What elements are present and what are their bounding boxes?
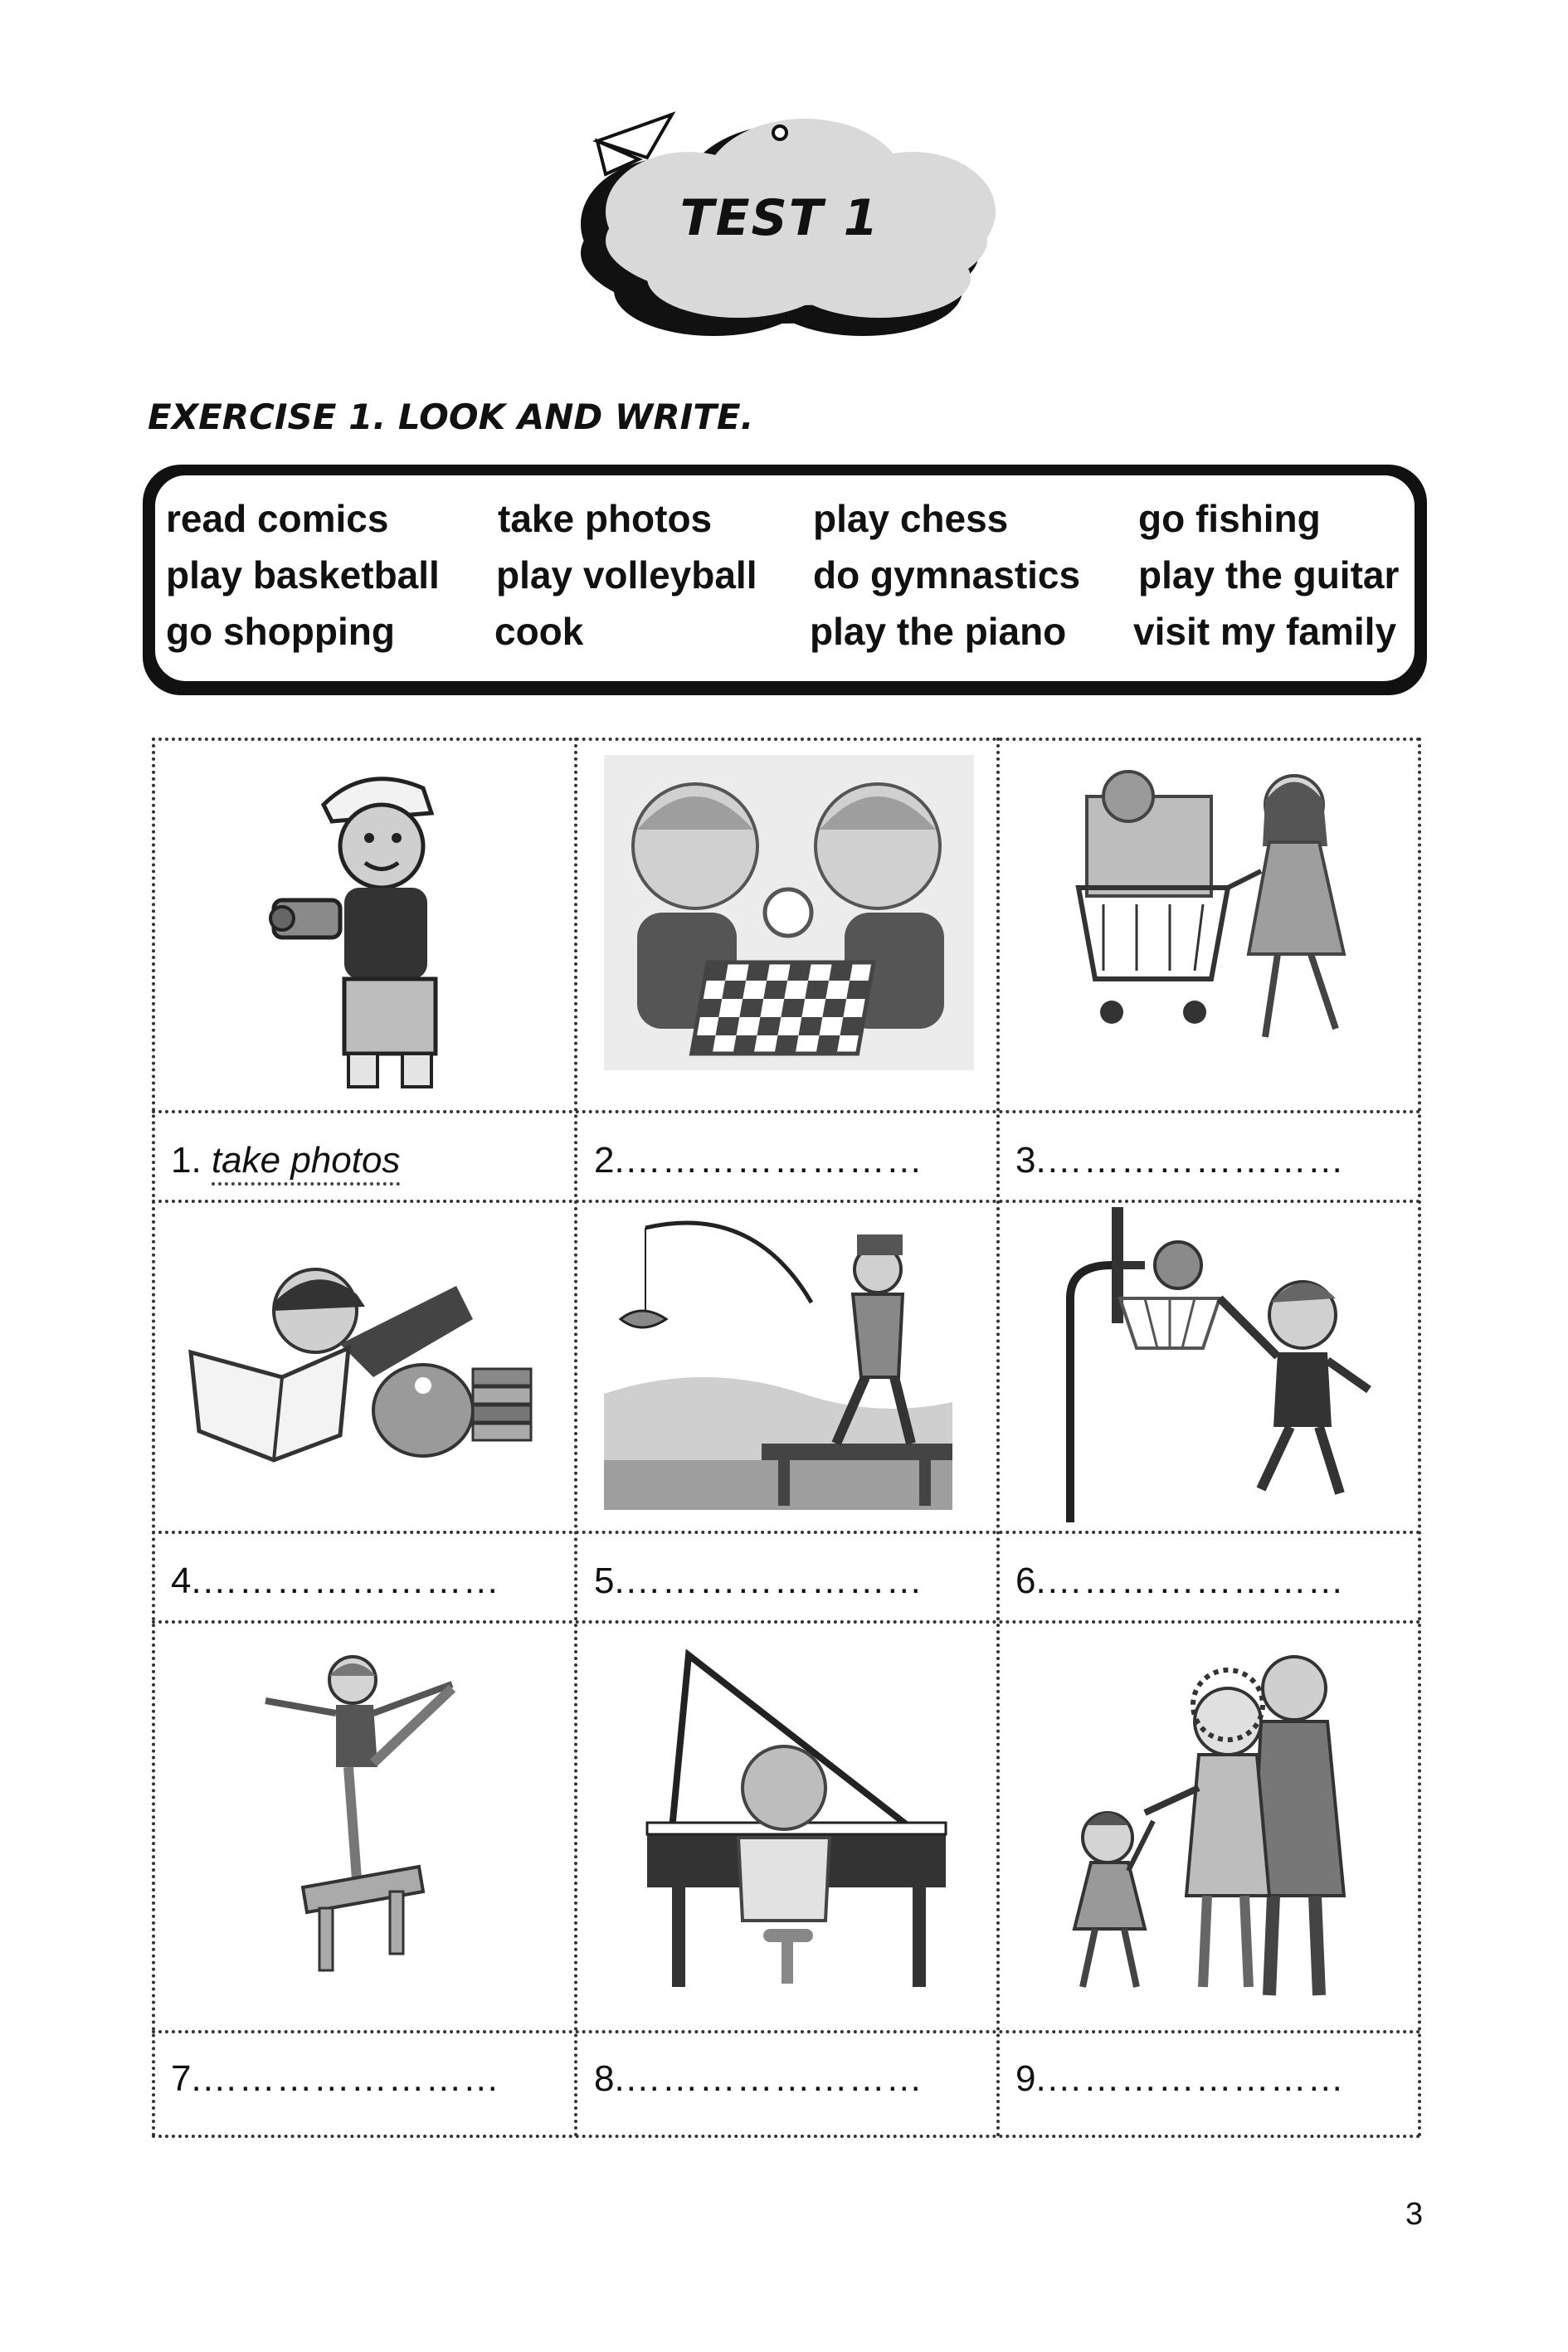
- word-bank-item: take photos: [498, 497, 713, 540]
- grid-divider: [152, 1110, 1421, 1113]
- picture-boy-reading-comics: [174, 1253, 539, 1468]
- item-number: 1.: [171, 1140, 202, 1181]
- item-number: 9.: [1015, 2058, 1046, 2099]
- answer-line-4[interactable]: [171, 1561, 500, 1602]
- item-number: 7.: [171, 2058, 202, 2099]
- picture-boy-playing-basketball: [1054, 1207, 1377, 1522]
- answer-line-6[interactable]: [1015, 1561, 1345, 1602]
- answer-blank: ……………………: [201, 2058, 500, 2099]
- item-number: 4.: [171, 1561, 202, 1601]
- word-bank-item: play volleyball: [496, 553, 757, 597]
- picture-man-fishing: [604, 1211, 952, 1510]
- answer-blank: ……………………: [624, 1561, 923, 1601]
- answer-blank: ……………………: [1045, 1140, 1345, 1181]
- grid-divider: [152, 2030, 1421, 2033]
- book-reading-icon: [174, 1253, 539, 1468]
- word-bank-item: visit my family: [1133, 610, 1397, 653]
- example-answer: take photos: [212, 1140, 401, 1186]
- picture-girl-with-shopping-cart: [1070, 763, 1369, 1054]
- grid-divider: [152, 1531, 1421, 1534]
- answer-blank: ……………………: [1045, 1561, 1345, 1601]
- test-title: TEST 1: [679, 189, 880, 247]
- word-bank-item: cook: [494, 610, 584, 653]
- answer-line-9[interactable]: [1015, 2058, 1345, 2100]
- word-bank-item: go fishing: [1138, 497, 1321, 540]
- answer-line-8[interactable]: [594, 2058, 923, 2100]
- word-bank-item: play basketball: [166, 553, 440, 597]
- word-bank-item: go shopping: [166, 610, 395, 653]
- grid-divider: [152, 1620, 1421, 1624]
- answer-line-3[interactable]: [1015, 1140, 1345, 1181]
- answer-blank: ……………………: [1045, 2058, 1345, 2099]
- family-icon: [1062, 1647, 1377, 2020]
- exercise-heading: EXERCISE 1. LOOK AND WRITE.: [148, 397, 754, 437]
- basketball-icon: [1054, 1207, 1377, 1522]
- answer-blank: ……………………: [201, 1561, 500, 1601]
- word-bank-item: play chess: [813, 497, 1009, 540]
- boy-with-camera-icon: [265, 755, 465, 1095]
- chess-icon: [604, 755, 974, 1070]
- word-bank-item: play the guitar: [1138, 553, 1400, 597]
- item-number: 3.: [1015, 1140, 1046, 1181]
- picture-child-playing-piano: [614, 1647, 962, 1995]
- grid-divider: [996, 738, 1000, 2138]
- answer-line-2[interactable]: [594, 1140, 923, 1181]
- item-number: 6.: [1015, 1561, 1046, 1601]
- word-bank-item: do gymnastics: [813, 553, 1081, 597]
- grid-divider: [152, 1200, 1421, 1203]
- shopping-cart-icon: [1070, 763, 1369, 1054]
- picture-girl-visiting-grandparents: [1062, 1647, 1377, 2020]
- page-number: 3: [1405, 2197, 1424, 2232]
- answer-blank: ……………………: [624, 1140, 923, 1181]
- picture-kids-playing-chess: [604, 755, 974, 1070]
- fishing-icon: [604, 1211, 952, 1510]
- item-number: 2.: [594, 1140, 625, 1181]
- gymnastics-icon: [257, 1651, 465, 1983]
- answer-line-5[interactable]: [594, 1561, 923, 1602]
- picture-boy-with-camera: [265, 755, 465, 1095]
- answer-line-1[interactable]: [171, 1140, 400, 1181]
- grid-divider: [574, 738, 577, 2138]
- item-number: 8.: [594, 2058, 625, 2099]
- picture-girl-doing-gymnastics: [257, 1651, 465, 1983]
- word-bank-item: play the piano: [810, 610, 1067, 653]
- answer-blank: ……………………: [624, 2058, 923, 2099]
- word-bank-item: read comics: [166, 497, 389, 540]
- answer-line-7[interactable]: [171, 2058, 500, 2100]
- item-number: 5.: [594, 1561, 625, 1601]
- piano-icon: [614, 1647, 962, 1995]
